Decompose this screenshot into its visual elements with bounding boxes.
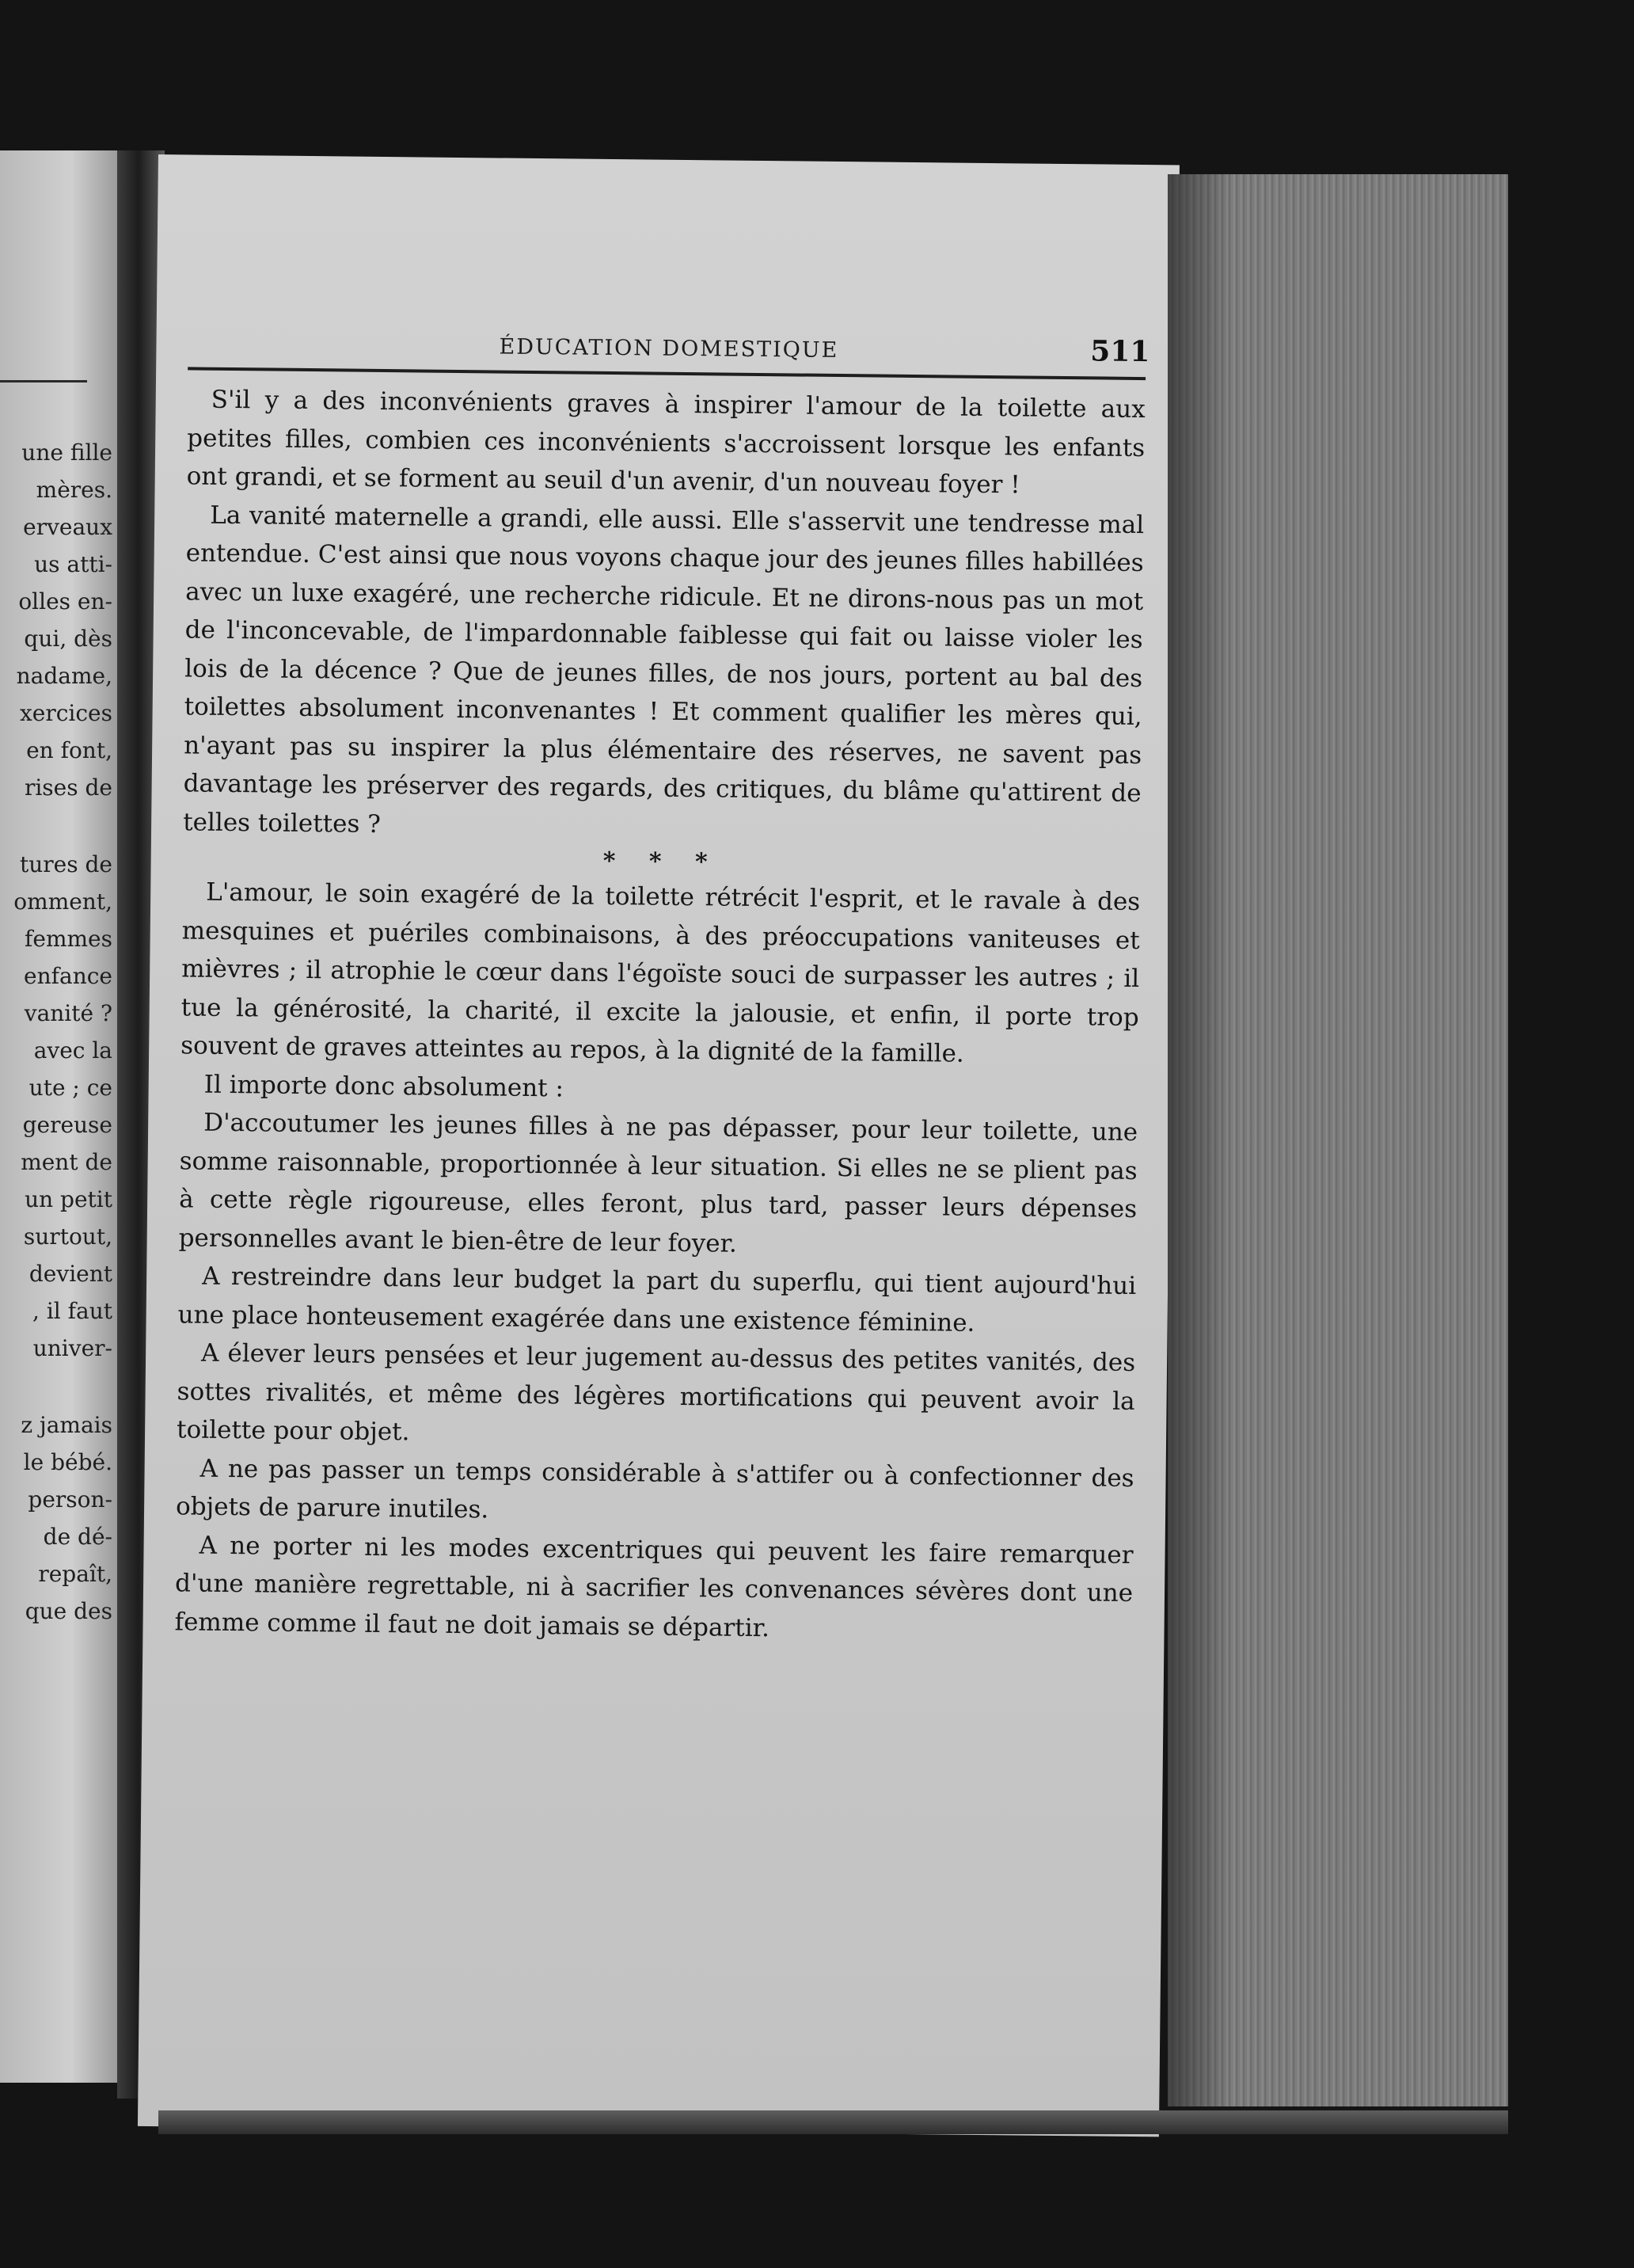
page-number: 511 bbox=[1090, 334, 1150, 369]
paragraph: D'accoutumer les jeunes filles à ne pas dépasser, pour leur toilette, une somme raisonnable, proportionnée à leur situation. Si elles ne se plient pas à cette règle rigoureuse, elles feront, plus tard, passer leurs dépenses personnelles avant le bien-être de leur foyer. bbox=[178, 1108, 1138, 1258]
paragraph: Il importe donc absolument : bbox=[203, 1070, 564, 1102]
paragraph: A restreindre dans leur budget la part du superflu, qui tient aujourd'hui une place honteusement exagérée dans une existence féminine. bbox=[177, 1261, 1137, 1338]
left-page-fragment: surtout, bbox=[23, 1223, 112, 1250]
left-page-fragment: un petit bbox=[25, 1186, 112, 1212]
left-page-fragment: que des bbox=[25, 1598, 112, 1624]
left-page-fragment: ment de bbox=[21, 1149, 112, 1175]
left-page-fragment: qui, dès bbox=[24, 626, 112, 652]
paragraph: A ne pas passer un temps considérable à s'attifer ou à confectionner des objets de parure inutiles. bbox=[175, 1454, 1134, 1524]
left-page-fragment: person- bbox=[28, 1486, 112, 1513]
left-page-fragment: le bébé. bbox=[23, 1449, 112, 1475]
left-page-fragment: rises de bbox=[24, 774, 112, 801]
left-page-fragment: olles en- bbox=[18, 588, 112, 615]
left-page-header-rule bbox=[0, 380, 87, 382]
left-page-fragment: gereuse bbox=[22, 1112, 112, 1138]
left-page-fragment: z jamais bbox=[21, 1412, 112, 1438]
left-page-fragment: xercices bbox=[19, 700, 112, 726]
left-facing-page bbox=[0, 150, 119, 2083]
left-page-fragment: , il faut bbox=[32, 1298, 112, 1324]
left-page-fragment: nadame, bbox=[16, 663, 112, 689]
running-title: ÉDUCATION DOMESTIQUE bbox=[499, 334, 839, 363]
left-page-fragment: us atti- bbox=[34, 551, 112, 577]
left-page-fragment: une fille bbox=[21, 440, 112, 466]
left-page-fragment: de dé- bbox=[43, 1524, 112, 1550]
left-page-fragment: erveaux bbox=[23, 514, 112, 540]
page-edge-shadow bbox=[1168, 174, 1231, 2106]
left-page-fragment: en font, bbox=[26, 737, 112, 763]
paragraph: L'amour, le soin exagéré de la toilette rétrécit l'esprit, et le ravale à des mesquines et puériles combinaisons, à des préoccupations vaniteuses et mièvres ; il atrophie le cœur dans l'égoïste souci de surpasser les autres ; il tue la générosité, la charité, il excite la jalousie, et enfin, il porte trop souvent de graves atteintes au repos, à la dignité de la famille. bbox=[180, 877, 1141, 1068]
paragraph: A ne porter ni les modes excentriques qui peuvent les faire remarquer d'une manière regrettable, ni à sacrifier les convenances sévères dont une femme comme il faut ne doit jamais se départir. bbox=[174, 1531, 1134, 1642]
left-page-fragment: vanité ? bbox=[24, 1000, 112, 1026]
left-page-fragment: univer- bbox=[32, 1335, 112, 1361]
paragraph: A élever leurs pensées et leur jugement au-dessus des petites vanités, des sottes rivalités, et même des légères mortifications qui peuvent avoir la toilette pour objet. bbox=[176, 1338, 1136, 1447]
paragraph: La vanité maternelle a grandi, elle aussi. Elle s'asservit une tendresse mal entendue. C'est ainsi que nous voyons chaque jour des jeunes filles habillées avec un luxe exagéré, une recherche ridicule. Et ne dirons-nous pas un mot de l'inconcevable, de l'impardonnable faiblesse qui fait ou laisse violer les lois de la décence ? Que de jeunes filles, de nos jours, portent au bal des toilettes absolument inconvenantes ! Et comment qualifier les mères qui, n'ayant pas su inspirer la plus élémentaire des réserves, ne savent pas davantage les préserver des regards, des critiques, du blâme qu'attirent de telles toilettes ? bbox=[182, 500, 1145, 839]
left-page-fragment: omment, bbox=[13, 889, 112, 915]
page-511 bbox=[138, 154, 1180, 2137]
book-cover-edge bbox=[158, 2110, 1508, 2134]
paragraph: S'il y a des inconvénients graves à inspirer l'amour de la toilette aux petites filles, combien ces inconvénients s'accroissent lorsque les enfants ont grandi, et se forment au seuil d'un avenir, d'un nouveau foyer ! bbox=[186, 385, 1146, 500]
left-page-fragment: enfance bbox=[24, 963, 112, 989]
left-page-fragment: tures de bbox=[19, 851, 112, 877]
left-page-fragment: ute ; ce bbox=[28, 1075, 112, 1101]
left-page-fragment: repaît, bbox=[38, 1561, 112, 1587]
left-page-fragment: mères. bbox=[36, 477, 112, 503]
body-text bbox=[174, 380, 1146, 1651]
left-page-fragment: avec la bbox=[33, 1037, 112, 1064]
left-page-fragment: devient bbox=[28, 1261, 112, 1287]
section-break: * * * bbox=[602, 847, 720, 877]
left-page-fragment: femmes bbox=[25, 926, 112, 952]
